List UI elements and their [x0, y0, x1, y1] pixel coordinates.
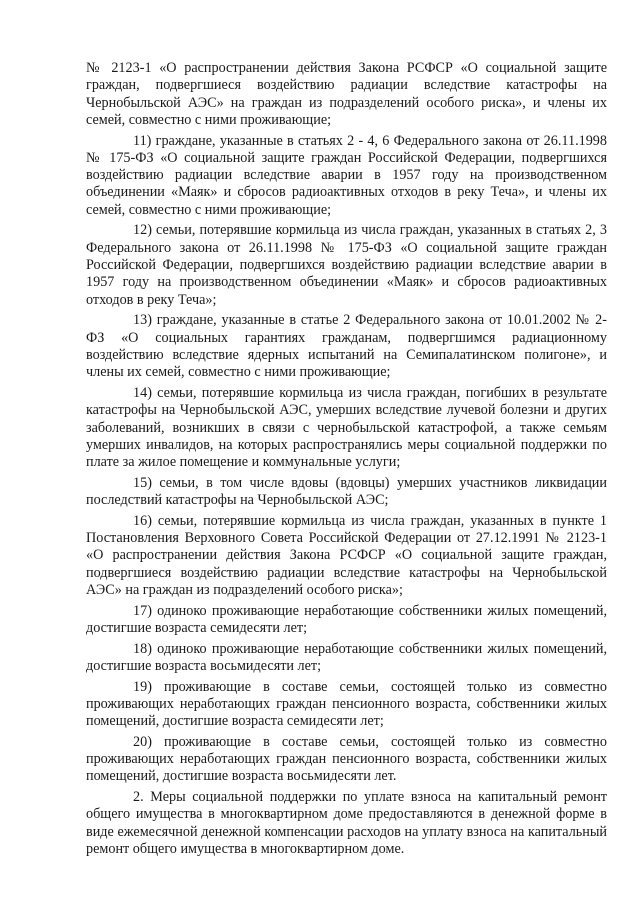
paragraph-item-13: 13) граждане, указанные в статье 2 Федерального закона от 10.01.2002 № 2-ФЗ «О социальных гарантиях гражданам, подвергшимся радиационному воздействию вследствие ядерных испытаний на Семипалатинском полигоне», и члены их семей, совместно с ними проживающие; [86, 312, 607, 381]
paragraph-continuation: № 2123-1 «О распространении действия Закона РСФСР «О социальной защите граждан, подвергшиеся воздействию радиации вследствие катастрофы на Чернобыльской АЭС» на граждан из подразделений особого риска», и члены их семей, совместно с ними проживающие; [86, 60, 607, 128]
paragraph-item-15: 15) семьи, в том числе вдовы (вдовцы) умерших участников ликвидации последствий катастрофы на Чернобыльской АЭС; [86, 474, 607, 509]
paragraph-item-14: 14) семьи, потерявшие кормильца из числа граждан, погибших в результате катастрофы на Чернобыльской АЭС, умерших вследствие лучевой болезни и других заболеваний, возникших в связи с чернобыльской катастрофой, а также семьям умерших инвалидов, на которых распространялись меры социальной поддержки по плате за жилое помещение и коммунальные услуги; [86, 384, 607, 471]
paragraph-item-11: 11) граждане, указанные в статьях 2 - 4, 6 Федерального закона от 26.11.1998 № 175-ФЗ «О социальной защите граждан Российской Федерации, подвергшихся воздействию радиации вследствие аварии в 1957 году на производственном объединении «Маяк» и сбросов радиоактивных отходов в реку Теча», и члены их семей, совместно с ними проживающие; [86, 132, 607, 218]
paragraph-item-12: 12) семьи, потерявшие кормильца из числа граждан, указанных в статьях 2, 3 Федерального закона от 26.11.1998 № 175-ФЗ «О социальной защите граждан Российской Федерации, подвергшихся воздействию радиации вследствие аварии в 1957 году на производственном объединении «Маяк» и сбросов радиоактивных отходов в реку Теча»; [86, 222, 607, 308]
paragraph-item-20: 20) проживающие в составе семьи, состоящей только из совместно проживающих неработающих граждан пенсионного возраста, собственники жилых помещений, достигшие возраста восьмидесяти лет. [86, 733, 607, 785]
paragraph-item-16: 16) семьи, потерявшие кормильца из числа граждан, указанных в пункте 1 Постановления Верховного Совета Российской Федерации от 27.12.1991 № 2123-1 «О распространении действия Закона РСФСР «О социальной защите граждан, подвергшиеся воздействию радиации вследствие катастрофы на Чернобыльской АЭС» на граждан из подразделений особого риска»; [86, 512, 607, 598]
paragraph-item-19: 19) проживающие в составе семьи, состоящей только из совместно проживающих неработающих граждан пенсионного возраста, собственники жилых помещений, достигшие возраста семидесяти лет; [86, 678, 607, 730]
paragraph-item-18: 18) одиноко проживающие неработающие собственники жилых помещений, достигшие возраста восьмидесяти лет; [86, 640, 607, 674]
paragraph-item-17: 17) одиноко проживающие неработающие собственники жилых помещений, достигшие возраста семидесяти лет; [86, 602, 607, 636]
paragraph-section-2: 2. Меры социальной поддержки по уплате взноса на капитальный ремонт общего имущества в многоквартирном доме предоставляются в денежной форме в виде ежемесячной денежной компенсации расходов на уплату взноса на капитальный ремонт общего имущества в многоквартирном доме. [86, 789, 607, 858]
document-body [86, 60, 607, 858]
